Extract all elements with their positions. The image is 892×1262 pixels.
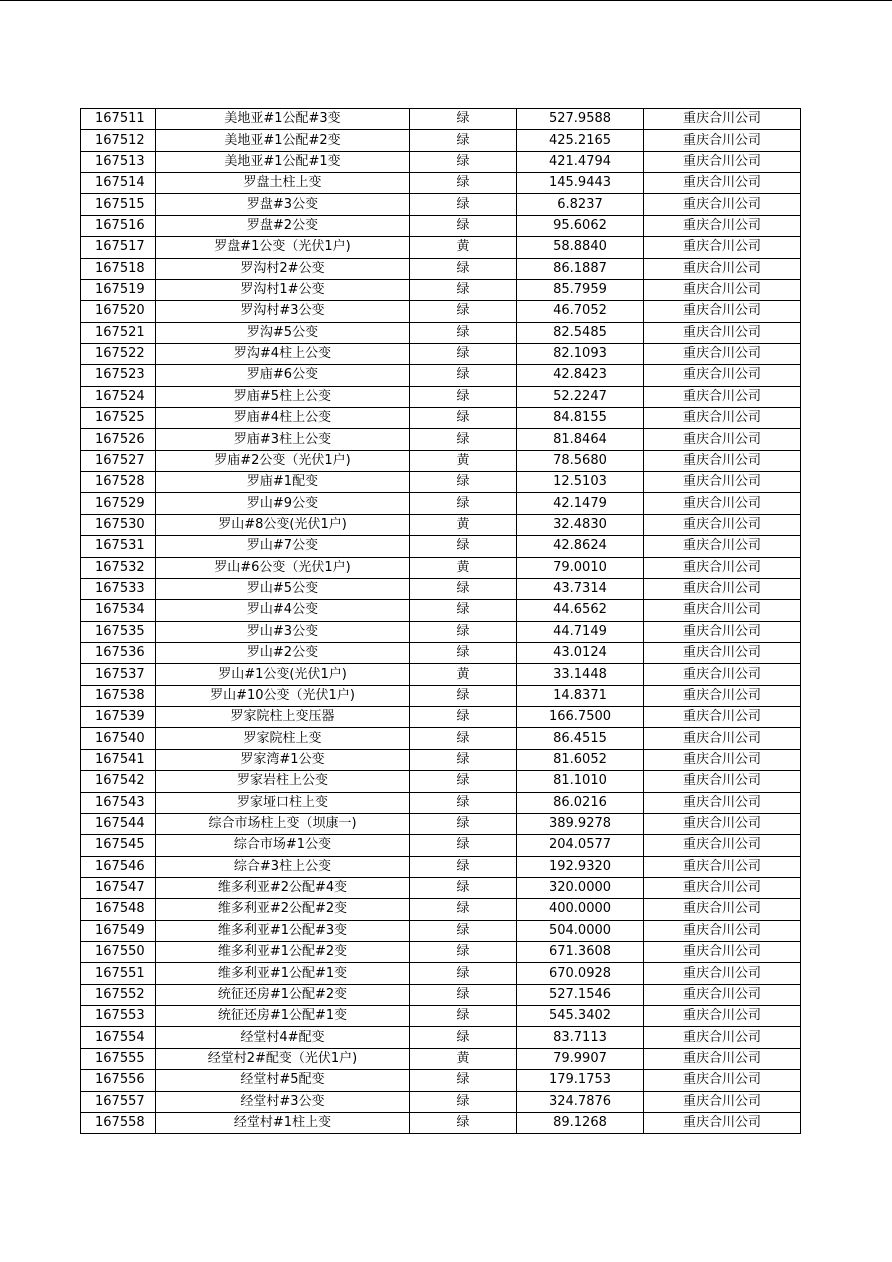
table-row [81, 536, 801, 557]
cell-status: 绿 [410, 685, 517, 706]
cell-id: 167534 [81, 600, 156, 621]
cell-company: 重庆合川公司 [644, 1112, 801, 1133]
cell-status: 绿 [410, 642, 517, 663]
cell-value: 6.8237 [517, 194, 644, 215]
cell-company: 重庆合川公司 [644, 877, 801, 898]
table-row [81, 322, 801, 343]
cell-company: 重庆合川公司 [644, 301, 801, 322]
cell-value: 44.7149 [517, 621, 644, 642]
cell-name: 罗山#6公变（光伏1户) [156, 557, 410, 578]
cell-status: 绿 [410, 408, 517, 429]
cell-value: 44.6562 [517, 600, 644, 621]
cell-status: 绿 [410, 963, 517, 984]
cell-id: 167551 [81, 963, 156, 984]
cell-name: 罗盘#3公变 [156, 194, 410, 215]
cell-id: 167556 [81, 1070, 156, 1091]
cell-value: 545.3402 [517, 1006, 644, 1027]
table-row [81, 450, 801, 471]
cell-status: 绿 [410, 301, 517, 322]
cell-value: 425.2165 [517, 130, 644, 151]
table-row [81, 386, 801, 407]
cell-value: 43.0124 [517, 642, 644, 663]
cell-name: 维多利亚#2公配#4变 [156, 877, 410, 898]
table-row [81, 237, 801, 258]
cell-id: 167547 [81, 877, 156, 898]
cell-status: 绿 [410, 920, 517, 941]
table-row [81, 813, 801, 834]
cell-id: 167531 [81, 536, 156, 557]
cell-value: 84.8155 [517, 408, 644, 429]
cell-id: 167522 [81, 343, 156, 364]
cell-company: 重庆合川公司 [644, 835, 801, 856]
cell-name: 罗家院柱上变压器 [156, 707, 410, 728]
table-row [81, 749, 801, 770]
cell-value: 14.8371 [517, 685, 644, 706]
cell-name: 罗沟#5公变 [156, 322, 410, 343]
cell-name: 经堂村#1柱上变 [156, 1112, 410, 1133]
cell-company: 重庆合川公司 [644, 194, 801, 215]
cell-value: 204.0577 [517, 835, 644, 856]
table-row [81, 258, 801, 279]
table-row [81, 343, 801, 364]
cell-name: 经堂村#5配变 [156, 1070, 410, 1091]
cell-id: 167558 [81, 1112, 156, 1133]
table-row [81, 728, 801, 749]
table-row [81, 963, 801, 984]
cell-name: 罗庙#3柱上公变 [156, 429, 410, 450]
cell-value: 79.9907 [517, 1048, 644, 1069]
cell-id: 167549 [81, 920, 156, 941]
cell-value: 12.5103 [517, 472, 644, 493]
cell-name: 统征还房#1公配#1变 [156, 1006, 410, 1027]
cell-value: 46.7052 [517, 301, 644, 322]
table-row [81, 984, 801, 1005]
table-row [81, 493, 801, 514]
cell-id: 167555 [81, 1048, 156, 1069]
cell-name: 罗山#4公变 [156, 600, 410, 621]
table-row [81, 621, 801, 642]
cell-status: 黄 [410, 1048, 517, 1069]
cell-id: 167543 [81, 792, 156, 813]
cell-id: 167537 [81, 664, 156, 685]
cell-value: 85.7959 [517, 279, 644, 300]
cell-name: 罗山#5公变 [156, 578, 410, 599]
cell-name: 罗盘土柱上变 [156, 173, 410, 194]
table-row [81, 856, 801, 877]
cell-company: 重庆合川公司 [644, 557, 801, 578]
table-body [81, 109, 801, 1134]
cell-name: 罗盘#2公变 [156, 215, 410, 236]
cell-name: 罗山#8公变(光伏1户) [156, 514, 410, 535]
table-row [81, 835, 801, 856]
table-row [81, 771, 801, 792]
cell-value: 166.7500 [517, 707, 644, 728]
cell-status: 绿 [410, 194, 517, 215]
cell-company: 重庆合川公司 [644, 279, 801, 300]
cell-value: 527.1546 [517, 984, 644, 1005]
cell-status: 绿 [410, 600, 517, 621]
cell-value: 42.1479 [517, 493, 644, 514]
cell-status: 绿 [410, 707, 517, 728]
cell-company: 重庆合川公司 [644, 685, 801, 706]
cell-status: 绿 [410, 728, 517, 749]
cell-name: 罗家湾#1公变 [156, 749, 410, 770]
table-row [81, 1070, 801, 1091]
cell-value: 81.8464 [517, 429, 644, 450]
cell-status: 绿 [410, 536, 517, 557]
cell-id: 167524 [81, 386, 156, 407]
cell-status: 绿 [410, 984, 517, 1005]
cell-id: 167553 [81, 1006, 156, 1027]
table-row [81, 1091, 801, 1112]
table-row [81, 578, 801, 599]
cell-status: 绿 [410, 942, 517, 963]
cell-id: 167515 [81, 194, 156, 215]
cell-name: 综合市场柱上变（坝康一) [156, 813, 410, 834]
cell-id: 167550 [81, 942, 156, 963]
cell-value: 671.3608 [517, 942, 644, 963]
cell-status: 绿 [410, 899, 517, 920]
cell-company: 重庆合川公司 [644, 130, 801, 151]
cell-name: 罗山#1公变(光伏1户) [156, 664, 410, 685]
table-row [81, 1006, 801, 1027]
cell-company: 重庆合川公司 [644, 429, 801, 450]
cell-id: 167535 [81, 621, 156, 642]
cell-name: 罗盘#1公变（光伏1户) [156, 237, 410, 258]
cell-name: 罗庙#1配变 [156, 472, 410, 493]
table-row [81, 365, 801, 386]
cell-company: 重庆合川公司 [644, 343, 801, 364]
cell-name: 罗山#3公变 [156, 621, 410, 642]
table-row [81, 194, 801, 215]
cell-status: 绿 [410, 771, 517, 792]
cell-company: 重庆合川公司 [644, 173, 801, 194]
cell-company: 重庆合川公司 [644, 899, 801, 920]
cell-company: 重庆合川公司 [644, 771, 801, 792]
cell-company: 重庆合川公司 [644, 258, 801, 279]
cell-status: 绿 [410, 130, 517, 151]
table-row [81, 707, 801, 728]
cell-name: 维多利亚#1公配#1变 [156, 963, 410, 984]
cell-id: 167544 [81, 813, 156, 834]
cell-value: 42.8624 [517, 536, 644, 557]
cell-id: 167529 [81, 493, 156, 514]
cell-id: 167533 [81, 578, 156, 599]
cell-id: 167516 [81, 215, 156, 236]
cell-company: 重庆合川公司 [644, 707, 801, 728]
cell-company: 重庆合川公司 [644, 664, 801, 685]
cell-status: 绿 [410, 472, 517, 493]
cell-id: 167546 [81, 856, 156, 877]
cell-name: 罗沟村#3公变 [156, 301, 410, 322]
cell-status: 绿 [410, 1070, 517, 1091]
cell-status: 绿 [410, 109, 517, 130]
cell-status: 绿 [410, 578, 517, 599]
cell-company: 重庆合川公司 [644, 1070, 801, 1091]
cell-id: 167541 [81, 749, 156, 770]
cell-id: 167512 [81, 130, 156, 151]
cell-company: 重庆合川公司 [644, 621, 801, 642]
cell-id: 167538 [81, 685, 156, 706]
cell-status: 黄 [410, 514, 517, 535]
cell-name: 美地亚#1公配#3变 [156, 109, 410, 130]
table-row [81, 899, 801, 920]
cell-company: 重庆合川公司 [644, 1048, 801, 1069]
table-row [81, 942, 801, 963]
cell-company: 重庆合川公司 [644, 472, 801, 493]
cell-company: 重庆合川公司 [644, 856, 801, 877]
cell-value: 33.1448 [517, 664, 644, 685]
cell-name: 罗山#10公变（光伏1户) [156, 685, 410, 706]
cell-status: 绿 [410, 215, 517, 236]
cell-name: 罗家岩柱上公变 [156, 771, 410, 792]
cell-id: 167552 [81, 984, 156, 1005]
cell-status: 绿 [410, 343, 517, 364]
cell-company: 重庆合川公司 [644, 215, 801, 236]
cell-status: 绿 [410, 386, 517, 407]
cell-value: 42.8423 [517, 365, 644, 386]
cell-value: 32.4830 [517, 514, 644, 535]
cell-name: 经堂村2#配变（光伏1户) [156, 1048, 410, 1069]
cell-status: 黄 [410, 664, 517, 685]
cell-status: 绿 [410, 1006, 517, 1027]
cell-value: 82.5485 [517, 322, 644, 343]
cell-value: 400.0000 [517, 899, 644, 920]
table-row [81, 514, 801, 535]
cell-id: 167526 [81, 429, 156, 450]
cell-company: 重庆合川公司 [644, 536, 801, 557]
cell-company: 重庆合川公司 [644, 450, 801, 471]
cell-id: 167517 [81, 237, 156, 258]
cell-value: 86.0216 [517, 792, 644, 813]
cell-status: 绿 [410, 173, 517, 194]
cell-value: 389.9278 [517, 813, 644, 834]
cell-id: 167540 [81, 728, 156, 749]
cell-id: 167523 [81, 365, 156, 386]
cell-status: 绿 [410, 813, 517, 834]
cell-id: 167520 [81, 301, 156, 322]
cell-status: 绿 [410, 621, 517, 642]
cell-value: 79.0010 [517, 557, 644, 578]
cell-value: 82.1093 [517, 343, 644, 364]
cell-value: 179.1753 [517, 1070, 644, 1091]
cell-status: 绿 [410, 835, 517, 856]
cell-company: 重庆合川公司 [644, 514, 801, 535]
cell-company: 重庆合川公司 [644, 728, 801, 749]
top-border-line [0, 0, 892, 1]
cell-status: 黄 [410, 450, 517, 471]
table-row [81, 279, 801, 300]
cell-value: 324.7876 [517, 1091, 644, 1112]
cell-id: 167530 [81, 514, 156, 535]
table-row [81, 408, 801, 429]
cell-id: 167548 [81, 899, 156, 920]
cell-id: 167536 [81, 642, 156, 663]
cell-company: 重庆合川公司 [644, 920, 801, 941]
cell-value: 81.6052 [517, 749, 644, 770]
cell-id: 167539 [81, 707, 156, 728]
cell-value: 89.1268 [517, 1112, 644, 1133]
table-row [81, 215, 801, 236]
cell-id: 167514 [81, 173, 156, 194]
table-row [81, 130, 801, 151]
cell-id: 167545 [81, 835, 156, 856]
cell-id: 167527 [81, 450, 156, 471]
table-row [81, 920, 801, 941]
cell-status: 黄 [410, 557, 517, 578]
cell-name: 罗山#2公变 [156, 642, 410, 663]
cell-company: 重庆合川公司 [644, 493, 801, 514]
cell-company: 重庆合川公司 [644, 151, 801, 172]
cell-value: 527.9588 [517, 109, 644, 130]
cell-value: 78.5680 [517, 450, 644, 471]
cell-value: 52.2247 [517, 386, 644, 407]
cell-status: 绿 [410, 856, 517, 877]
cell-company: 重庆合川公司 [644, 109, 801, 130]
cell-company: 重庆合川公司 [644, 963, 801, 984]
cell-value: 421.4794 [517, 151, 644, 172]
cell-status: 绿 [410, 1091, 517, 1112]
table-row [81, 877, 801, 898]
cell-name: 经堂村#3公变 [156, 1091, 410, 1112]
cell-company: 重庆合川公司 [644, 322, 801, 343]
cell-value: 504.0000 [517, 920, 644, 941]
cell-company: 重庆合川公司 [644, 749, 801, 770]
cell-value: 86.4515 [517, 728, 644, 749]
cell-name: 统征还房#1公配#2变 [156, 984, 410, 1005]
cell-id: 167542 [81, 771, 156, 792]
cell-value: 81.1010 [517, 771, 644, 792]
cell-name: 维多利亚#2公配#2变 [156, 899, 410, 920]
cell-value: 86.1887 [517, 258, 644, 279]
cell-value: 670.0928 [517, 963, 644, 984]
cell-name: 综合市场#1公变 [156, 835, 410, 856]
cell-company: 重庆合川公司 [644, 942, 801, 963]
cell-value: 58.8840 [517, 237, 644, 258]
cell-id: 167528 [81, 472, 156, 493]
cell-name: 维多利亚#1公配#2变 [156, 942, 410, 963]
cell-id: 167518 [81, 258, 156, 279]
cell-company: 重庆合川公司 [644, 813, 801, 834]
table-row [81, 557, 801, 578]
cell-name: 罗山#7公变 [156, 536, 410, 557]
cell-company: 重庆合川公司 [644, 600, 801, 621]
table-row [81, 1112, 801, 1133]
cell-id: 167525 [81, 408, 156, 429]
cell-name: 美地亚#1公配#2变 [156, 130, 410, 151]
cell-status: 绿 [410, 365, 517, 386]
cell-value: 192.9320 [517, 856, 644, 877]
cell-name: 经堂村4#配变 [156, 1027, 410, 1048]
cell-company: 重庆合川公司 [644, 984, 801, 1005]
table-row [81, 792, 801, 813]
cell-name: 罗家垭口柱上变 [156, 792, 410, 813]
cell-status: 绿 [410, 258, 517, 279]
cell-status: 绿 [410, 151, 517, 172]
table-row [81, 173, 801, 194]
cell-company: 重庆合川公司 [644, 1006, 801, 1027]
table-row [81, 685, 801, 706]
cell-name: 美地亚#1公配#1变 [156, 151, 410, 172]
cell-name: 维多利亚#1公配#3变 [156, 920, 410, 941]
table-row [81, 429, 801, 450]
cell-company: 重庆合川公司 [644, 386, 801, 407]
cell-status: 绿 [410, 792, 517, 813]
cell-value: 43.7314 [517, 578, 644, 599]
transformer-table [80, 108, 801, 1134]
cell-name: 罗沟村2#公变 [156, 258, 410, 279]
cell-id: 167511 [81, 109, 156, 130]
cell-name: 罗庙#2公变（光伏1户) [156, 450, 410, 471]
cell-name: 罗沟#4柱上公变 [156, 343, 410, 364]
cell-status: 绿 [410, 322, 517, 343]
cell-status: 绿 [410, 1027, 517, 1048]
cell-id: 167554 [81, 1027, 156, 1048]
cell-value: 83.7113 [517, 1027, 644, 1048]
cell-id: 167557 [81, 1091, 156, 1112]
cell-status: 绿 [410, 877, 517, 898]
cell-id: 167532 [81, 557, 156, 578]
cell-status: 绿 [410, 1112, 517, 1133]
cell-id: 167519 [81, 279, 156, 300]
table-row [81, 151, 801, 172]
table-row [81, 664, 801, 685]
cell-company: 重庆合川公司 [644, 642, 801, 663]
table-row [81, 301, 801, 322]
cell-name: 罗庙#4柱上公变 [156, 408, 410, 429]
cell-name: 罗沟村1#公变 [156, 279, 410, 300]
cell-status: 绿 [410, 749, 517, 770]
cell-name: 罗家院柱上变 [156, 728, 410, 749]
cell-company: 重庆合川公司 [644, 1091, 801, 1112]
cell-status: 黄 [410, 237, 517, 258]
table-row [81, 472, 801, 493]
cell-id: 167521 [81, 322, 156, 343]
table-row [81, 600, 801, 621]
cell-company: 重庆合川公司 [644, 408, 801, 429]
cell-company: 重庆合川公司 [644, 792, 801, 813]
table-row [81, 642, 801, 663]
cell-name: 罗山#9公变 [156, 493, 410, 514]
cell-company: 重庆合川公司 [644, 365, 801, 386]
table-row [81, 1027, 801, 1048]
cell-name: 罗庙#5柱上公变 [156, 386, 410, 407]
cell-company: 重庆合川公司 [644, 578, 801, 599]
cell-company: 重庆合川公司 [644, 237, 801, 258]
cell-name: 综合#3柱上公变 [156, 856, 410, 877]
cell-company: 重庆合川公司 [644, 1027, 801, 1048]
cell-status: 绿 [410, 493, 517, 514]
table-row [81, 109, 801, 130]
cell-name: 罗庙#6公变 [156, 365, 410, 386]
cell-value: 320.0000 [517, 877, 644, 898]
cell-id: 167513 [81, 151, 156, 172]
cell-status: 绿 [410, 429, 517, 450]
table-row [81, 1048, 801, 1069]
cell-value: 145.9443 [517, 173, 644, 194]
cell-value: 95.6062 [517, 215, 644, 236]
cell-status: 绿 [410, 279, 517, 300]
